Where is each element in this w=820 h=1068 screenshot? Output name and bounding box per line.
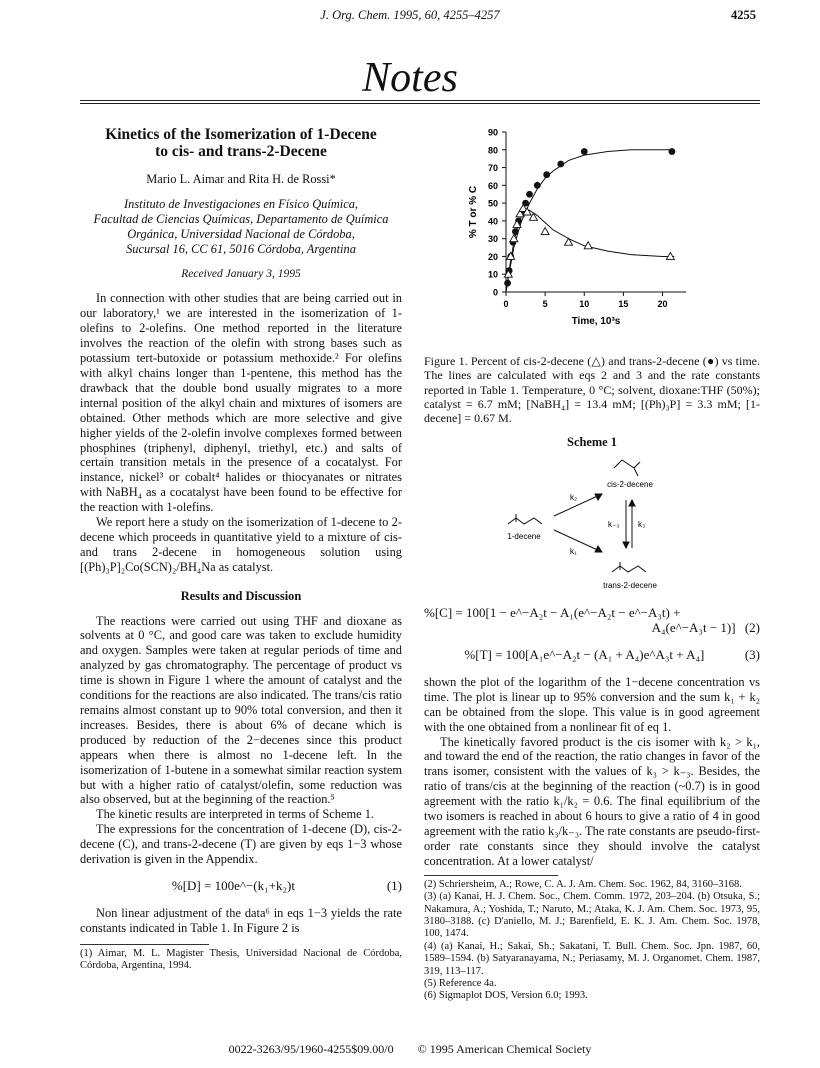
scheme-1-diagram [424, 454, 760, 594]
right-column [424, 122, 760, 1003]
affiliation-line: Sucursal 16, CC 61, 5016 Córdoba, Argentina [126, 241, 356, 256]
equation-1-number: (1) [386, 877, 402, 893]
chart-point-filled [512, 228, 519, 235]
equation-2-line1: %[C] = 100[1 − e^−A₂t − A₁(e^−A₂t − e^−A₃t) + [424, 605, 681, 621]
chart-point-filled [526, 191, 533, 198]
chart-y-tick-label: 30 [487, 234, 498, 245]
chart-point-filled [669, 148, 676, 155]
equation-3 [424, 648, 760, 663]
section-title-notes: Notes [362, 55, 458, 101]
scheme-title: Scheme 1 [567, 435, 617, 450]
footer-copyright: © 1995 American Chemical Society [417, 1042, 592, 1056]
footer-code: 0022-3263/95/1960-4255$09.00/0 [228, 1042, 394, 1056]
chart-point-triangle [541, 228, 549, 235]
figure-caption: Figure 1. Percent of cis-2-decene (△) and trans-2-decene (●) vs time. The lines are calculated with eqs 2 and 3 and the rate constants reported in Table 1. Temperature, 0 °C; solvent, dioxane:THF (50%); catalyst = 6.7 mM; [NaBH₄] = 13.4 mM; [(Ph)₃P] = 3.3 mM; [1-decene] = 0.67 M. [424, 353, 760, 426]
chart-y-tick-label: 70 [487, 163, 498, 174]
chart-x-tick-label: 15 [618, 299, 629, 309]
equation-3-number: (3) [744, 647, 760, 663]
footnote: (1) Aimar, M. L. Magister Thesis, Universidad Nacional de Córdoba, Córdoba, Argentina, 1994. [80, 947, 402, 972]
footnote: (3) (a) Kanai, H. J. Chem. Soc., Chem. Comm. 1972, 203–204. (b) Otsuka, S.; Nakamura, A.; Yoshida, T.; Naruto, M.; Ataka, K. J. Am. Chem. Soc. 1973, 95, 3180–3188. (c) D'aniello, M. J.; Barenfield, E. K. J. Am. Chem. Soc. 1978, 100, 1474. [424, 891, 760, 940]
authors: Mario L. Aimar and Rita H. de Rossi* [146, 172, 336, 186]
chart-y-tick-label: 80 [487, 145, 498, 156]
chart-point-filled [557, 161, 564, 168]
chart-x-tick-label: 20 [657, 299, 668, 309]
footnotes-right [424, 875, 760, 1003]
affiliation-line: Facultad de Ciencias Químicas, Departamento de Química [93, 211, 389, 226]
chart-y-tick-label: 0 [492, 287, 498, 298]
footnote: (2) Schriersheim, A.; Rowe, C. A. J. Am. Chem. Soc. 1962, 84, 3160–3168. [424, 878, 742, 890]
label-trans: trans-2-decene [603, 581, 657, 591]
equation-1-body: %[D] = 100e^−(k₁+k₂)t [171, 877, 295, 893]
footnote: (5) Reference 4a. [424, 977, 497, 989]
chart-point-filled [534, 182, 541, 189]
footnote-rule [80, 944, 209, 945]
chart-x-tick-label: 10 [579, 299, 590, 309]
chart-fit-line-0 [506, 150, 674, 292]
label-k-minus-3: k₋₃ [608, 520, 620, 530]
page-footer [0, 1042, 820, 1057]
reaction-arrows [554, 494, 635, 552]
article-title-line2: to cis- and trans-2-Decene [155, 143, 327, 160]
chart-point-filled [504, 280, 511, 287]
affiliation-line: Orgánica, Universidad Nacional de Córdoba, [127, 226, 355, 241]
footnote-rule [424, 875, 558, 876]
label-k3: k₃ [638, 520, 646, 530]
figure-1-chart [424, 122, 760, 344]
header-rule-double [80, 103, 760, 104]
paragraph: We report here a study on the isomerization of 1-decene to 2-decene which proceeds in quantitative yield to a mixture of cis- and trans 2-decene in homogeneous solution using [(Ph)₃P]₂Co(SCN)₂/BH₄Na as catalyst. [80, 515, 402, 574]
trans-2-decene-structure [612, 562, 646, 572]
equation-1 [80, 879, 402, 894]
equation-2-line2-row [424, 621, 760, 636]
affiliation [80, 197, 402, 257]
chart-y-tick-label: 50 [487, 198, 498, 209]
chart-point-filled [581, 148, 588, 155]
chart-point-filled [543, 171, 550, 178]
cis-2-decene-structure [614, 460, 640, 476]
equation-2-line2: A₄(e^−A₃t − 1)] [651, 620, 736, 636]
chart-point-triangle [584, 242, 592, 249]
label-1-decene: 1-decene [507, 532, 541, 542]
paragraph: In connection with other studies that are being carried out in our laboratory,¹ we are interested in the isomerization of 1-olefins to 2-olefins. One method reported in the literature involves the reaction of the olefin with strong bases such as potassium tert-butoxide or potassium methoxide.² For olefins with alkyl chains longer than 1-pentene, this method has the drawback that the double bond usually migrates to a more internal position of the alkyl chain and mixtures of isomers are obtained. Other methods which are more selective and give higher yields of the 2-olefin involve complexes formed between phosphines (triphenyl, diphenyl, triethyl, etc.) and salts of certain transition metals in the presence of a cocatalyst. For instance, nickel³ or cobalt⁴ halides or thiocyanates or nitrates with NaBH₄ as a cocatalyst have been found to be effective for the reaction with 1-olefins. [80, 291, 402, 515]
chart-y-tick-label: 60 [487, 180, 498, 191]
footnote: (6) Sigmaplot DOS, Version 6.0; 1993. [424, 990, 588, 1002]
equation-2-number: (2) [744, 620, 760, 636]
equation-3-body: %[T] = 100[A₁e^−A₂t − (A₁ + A₄)e^A₃t + A₄] [464, 647, 705, 663]
paragraph: The expressions for the concentration of 1-decene (D), cis-2-decene (C), and trans-2-decene (T) are given by eqs 1−3 whose derivation is given in the Appendix. [80, 822, 402, 867]
left-column [80, 122, 402, 973]
paragraph: The kinetically favored product is the cis isomer with k₂ > k₁, and toward the end of the reaction, the ratio changes in favor of the trans isomer, consistent with the values of k₃ > k₋₃. Besides, the ratio of trans/cis at the beginning of the reaction (~0.7) is in good agreement with the ratio k₁/k₂ = 0.6. The final equilibrium of the two isomers is reached in about 6 hours to give a ratio of 4 in good agreement with the ratio k₃/k₋₃. The rate constants are pseudo-first-order rate constants since they should involve the catalyst concentration. At a lower catalyst/ [424, 734, 760, 868]
section-heading: Results and Discussion [180, 588, 302, 603]
1-decene-structure [508, 514, 542, 524]
chart-y-tick-label: 40 [487, 216, 498, 227]
chart-x-tick-label: 5 [542, 299, 548, 309]
chart-y-axis-label: % T or % C [468, 185, 479, 239]
running-header: J. Org. Chem. 1995, 60, 4255–4257 [320, 8, 500, 22]
page-number: 4255 [731, 8, 756, 22]
paragraph: Non linear adjustment of the data⁶ in eqs 1−3 yields the rate constants indicated in Table 1. In Figure 2 is [80, 905, 402, 935]
received-date: Received January 3, 1995 [181, 267, 301, 280]
chart-fit-line-1 [506, 210, 674, 292]
paragraph: The reactions were carried out using THF and dioxane as solvents at 0 °C, and good care was taken to exclude humidity and oxygen. Samples were taken at regular periods of time and analyzed by gas chromatography. The percentage of product vs time is shown in Figure 1 where the amount of catalyst and the conditions for the reactions are also indicated. The trans/cis ratio remains almost constant up to 90% total conversion, and then it increases. Besides, there is about 6% of decane which is produced by reduction of the 2−decenes since this product appears when there is almost no 1-decene left. In the isomerization of 1-butene in a somewhat similar reaction system but with a higher ratio of catalyst/olefin, some reduction was also observed, but at the beginning of the reaction.⁵ [80, 613, 402, 807]
footnotes-left [80, 944, 402, 973]
equation-2 [424, 606, 760, 636]
chart-y-tick-label: 10 [487, 269, 498, 280]
chart-y-tick-label: 90 [487, 127, 498, 138]
chart-x-tick-label: 0 [503, 299, 509, 309]
paragraph: The kinetic results are interpreted in terms of Scheme 1. [96, 807, 375, 822]
chart-y-tick-label: 20 [487, 251, 498, 262]
footnote: (4) (a) Kanai, H.; Sakai, Sh.; Sakatani, T. Bull. Chem. Soc. Jpn. 1987, 60, 1589–1594. (b) Satyaranayama, N.; Periasamy, M. J. Organomet. Chem. 1987, 319, 113–117. [424, 940, 760, 977]
chart-x-axis-label: Time, 10³s [571, 316, 621, 327]
chart-marks [504, 148, 675, 286]
header-rule [80, 100, 760, 101]
label-k2: k₂ [570, 493, 578, 503]
article-title-line1: Kinetics of the Isomerization of 1-Decene [105, 126, 377, 143]
label-k1: k₁ [570, 547, 577, 557]
label-cis: cis-2-decene [607, 480, 653, 490]
paragraph: shown the plot of the logarithm of the 1−decene concentration vs time. The plot is linear up to 95% conversion and the sum k₁ + k₂ can be obtained from the slope. This value is in good agreement with the one obtained from a nonlinear fit of eq 1. [424, 674, 760, 734]
affiliation-line: Instituto de Investigaciones en Físico Química, [124, 196, 358, 211]
article-title [80, 126, 402, 160]
chart-fit-lines [506, 150, 674, 292]
chart-point-triangle [565, 238, 573, 245]
